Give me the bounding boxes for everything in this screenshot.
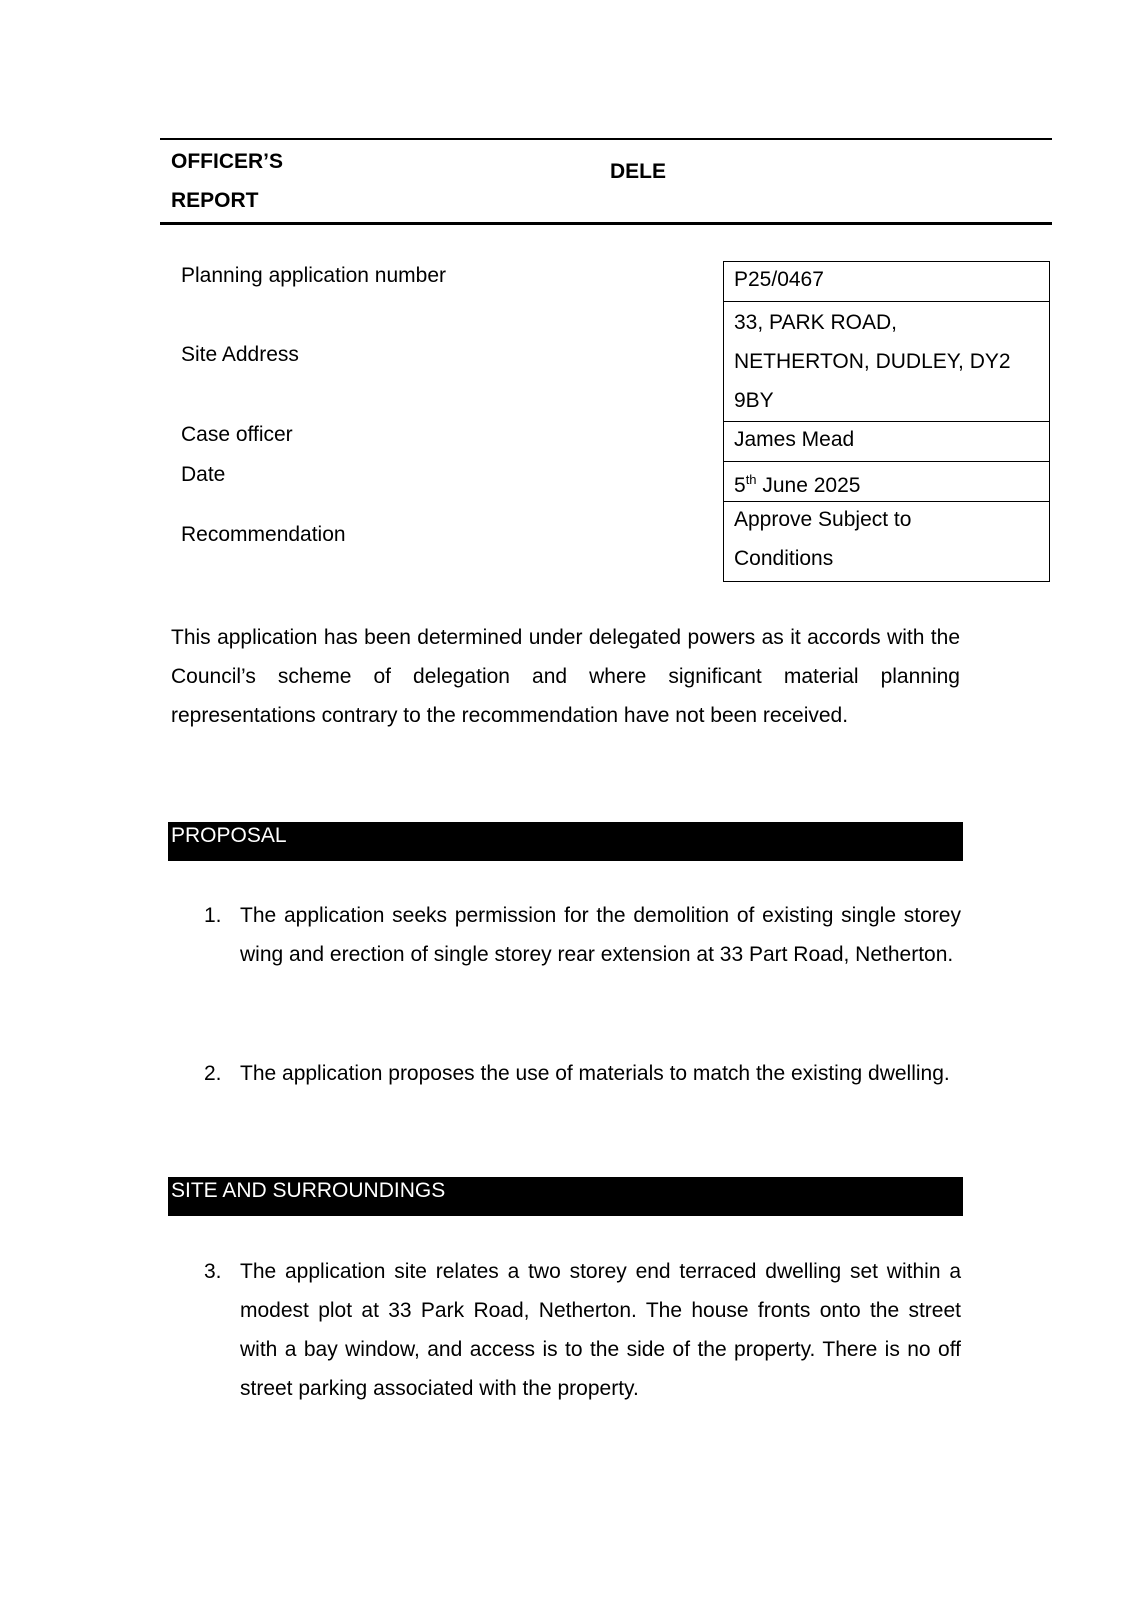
delegation-statement: This application has been determined under delegated powers as it accords with the Council’s scheme of delegation and where significant material planning representations contrary to the recommendation have not been received. <box>171 626 960 727</box>
label-recommendation: Recommendation <box>181 523 346 546</box>
list-item-number: 2. <box>204 1062 222 1085</box>
label-case-officer: Case officer <box>181 423 293 446</box>
value-case-officer: James Mead <box>734 428 855 451</box>
value-case-officer-cell <box>723 421 1050 462</box>
list-item-number: 3. <box>204 1260 222 1283</box>
label-site-address: Site Address <box>181 343 299 366</box>
value-date <box>734 460 1039 505</box>
list-item-text: The application seeks permission for the demolition of existing single storey wing and erection of single storey rear extension at 33 Part Road, Netherton. <box>240 904 961 966</box>
report-title-line2: REPORT <box>171 189 259 212</box>
label-application-number: Planning application number <box>181 264 447 287</box>
report-title-line1: OFFICER’S <box>171 150 284 173</box>
list-item-number: 1. <box>204 904 222 927</box>
value-application-number-cell <box>723 261 1050 302</box>
value-site-address-line3: 9BY <box>734 389 774 412</box>
section-heading-proposal: PROPOSAL <box>168 822 963 861</box>
value-recommendation-line2: Conditions <box>734 547 834 570</box>
date-day: 5 <box>734 474 746 497</box>
section-heading-site-and-surroundings: SITE AND SURROUNDINGS <box>168 1177 963 1216</box>
value-recommendation-cell <box>723 501 1050 582</box>
list-item-text: The application site relates a two storey end terraced dwelling set within a modest plot at 33 Park Road, Netherton. The house fronts onto the street with a bay window, and access is to the side of the property. There is no off street parking associated with the property. <box>240 1260 961 1400</box>
date-suffix: th <box>745 472 757 487</box>
value-recommendation-line1: Approve Subject to <box>734 508 912 531</box>
report-type: DELE <box>610 160 667 183</box>
value-date-cell <box>723 461 1050 502</box>
list-item-text: The application proposes the use of materials to match the existing dwelling. <box>240 1062 950 1085</box>
value-site-address-line1: 33, PARK ROAD, <box>734 311 897 334</box>
report-header <box>160 138 1052 225</box>
report-title <box>171 142 283 220</box>
value-site-address-cell <box>723 301 1050 422</box>
list-item <box>204 896 961 974</box>
list-item <box>204 1054 961 1093</box>
label-date: Date <box>181 463 226 486</box>
list-item <box>204 1252 961 1408</box>
date-rest: June 2025 <box>756 474 861 497</box>
value-application-number: P25/0467 <box>734 268 824 291</box>
value-site-address-line2: NETHERTON, DUDLEY, DY2 <box>734 350 1011 373</box>
